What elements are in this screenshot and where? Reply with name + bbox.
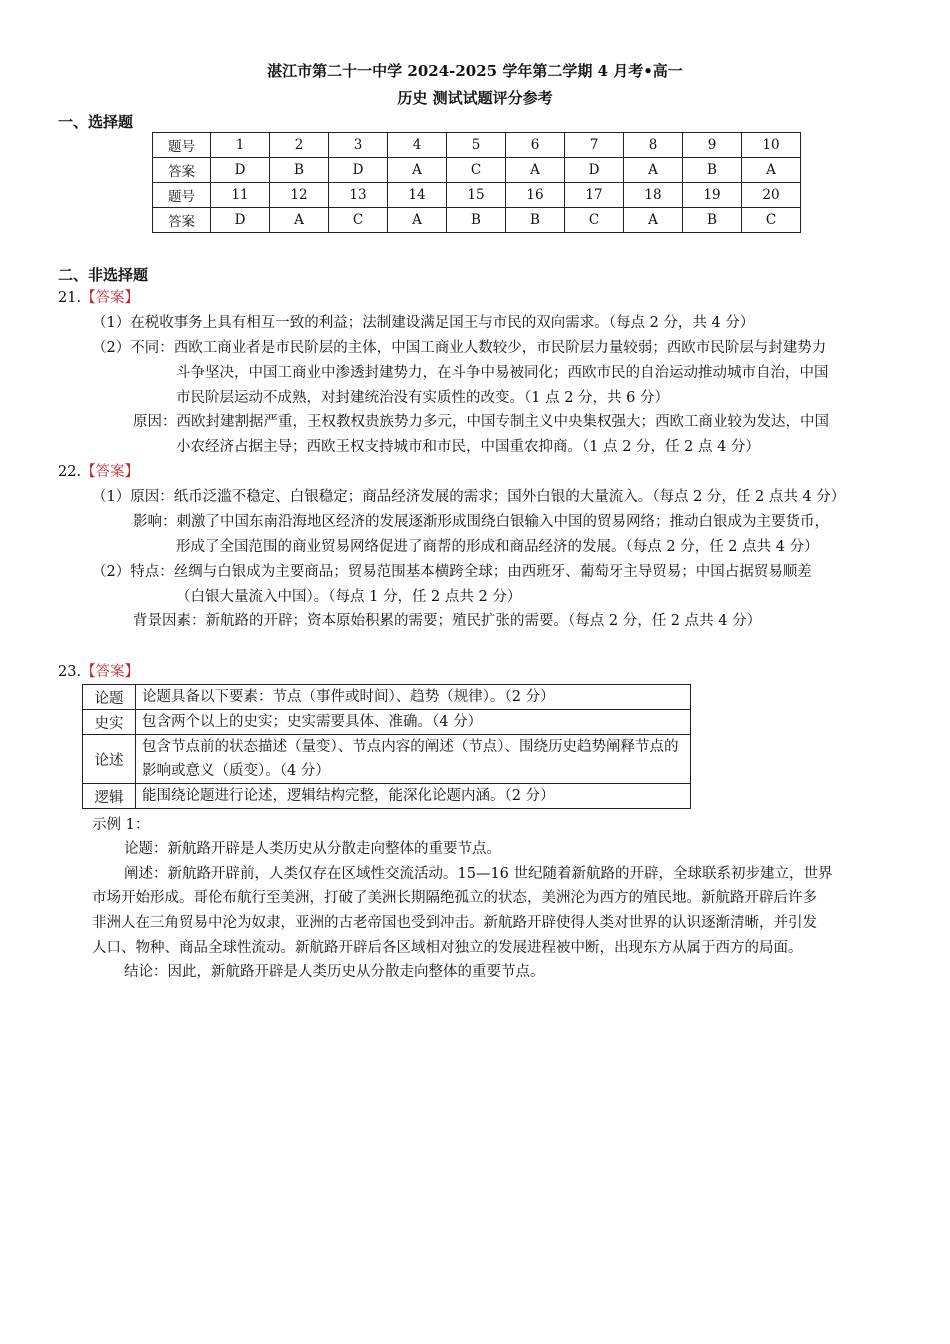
rubric-content: 论题具备以下要素：节点（事件或时间）、趋势（规律）。（2 分）	[136, 685, 691, 710]
question-22-header	[58, 460, 139, 485]
rubric-key: 史实	[83, 710, 136, 735]
answer-cell: B	[683, 208, 742, 233]
answer-cell: A	[270, 208, 329, 233]
question-21-header	[58, 286, 139, 311]
q22-effect-line1: 影响：刺激了中国东南沿海地区经济的发展逐渐形成围绕白银输入中国的贸易网络；推动白银成为主要货币，	[133, 514, 829, 530]
example-label: 示例 1：	[92, 817, 150, 833]
answer-cell: A	[742, 158, 801, 183]
answer-cell: D	[211, 208, 270, 233]
q21-part2-line3: 市民阶层运动不成熟，对封建统治没有实质性的改变。（1 点 2 分，共 6 分）	[176, 390, 669, 406]
row-label: 答案	[153, 158, 211, 183]
answer-cell: A	[624, 208, 683, 233]
question-number-cell: 10	[742, 133, 801, 158]
row-label: 题号	[153, 133, 211, 158]
answer-cell: B	[447, 208, 506, 233]
example-argument-line1: 阐述：新航路开辟前，人类仅存在区域性交流活动。15—16 世纪随着新航路的开辟，全球联系初步建立，世界	[124, 866, 833, 882]
answer-cell: D	[211, 158, 270, 183]
question-number-cell: 1	[211, 133, 270, 158]
example-argument-line3: 非洲人在三角贸易中沦为奴隶，亚洲的古老帝国也受到冲击。新航路开辟使得人类对世界的认识逐渐清晰，并引发	[92, 915, 817, 931]
question-number-cell: 7	[565, 133, 624, 158]
answer-tag: 【答案】	[81, 290, 140, 306]
question-number-cell: 19	[683, 183, 742, 208]
example-argument-line4: 人口、物种、商品全球性流动。新航路开辟后各区域相对独立的发展进程被中断，出现东方从属于西方的局面。	[92, 940, 803, 956]
q21-reason-line2: 小农经济占据主导；西欧王权支持城市和市民，中国重农抑商。（1 点 2 分，任 2 点 4 分）	[176, 439, 760, 455]
question-number-cell: 5	[447, 133, 506, 158]
table-row	[153, 133, 801, 158]
answer-cell: A	[624, 158, 683, 183]
answer-cell: B	[506, 208, 565, 233]
answer-cell: C	[447, 158, 506, 183]
question-number-cell: 15	[447, 183, 506, 208]
row-label: 题号	[153, 183, 211, 208]
question-number-cell: 8	[624, 133, 683, 158]
answer-cell: A	[506, 158, 565, 183]
example-conclusion: 结论：因此，新航路开辟是人类历史从分散走向整体的重要节点。	[124, 964, 545, 980]
answer-cell: D	[565, 158, 624, 183]
rubric-content: 包含两个以上的史实；史实需要具体、准确。（4 分）	[136, 710, 691, 735]
q22-part1: （1）原因：纸币泛滥不稳定、白银稳定；商品经济发展的需求；国外白银的大量流入。（每点 2 分，任 2 点共 4 分）	[92, 489, 846, 505]
answer-cell: A	[388, 208, 447, 233]
question-number: 21.	[58, 290, 82, 306]
q21-part2-line2: 斗争坚决，中国工商业中渗透封建势力，在斗争中易被同化；西欧市民的自治运动推动城市自治，中国	[176, 365, 829, 381]
page-subtitle: 历史 测试试题评分参考	[397, 89, 553, 107]
q22-background: 背景因素：新航路的开辟；资本原始积累的需要；殖民扩张的需要。（每点 2 分，任 2 点共 4 分）	[133, 613, 762, 629]
question-number: 22.	[58, 464, 82, 480]
q22-part2-line1: （2）特点：丝绸与白银成为主要商品；贸易范围基本横跨全球；由西班牙、葡萄牙主导贸易；中国占据贸易顺差	[92, 564, 812, 580]
answer-cell: A	[388, 158, 447, 183]
question-number-cell: 16	[506, 183, 565, 208]
table-row	[83, 784, 691, 809]
question-number-cell: 14	[388, 183, 447, 208]
answer-cell: B	[270, 158, 329, 183]
table-row	[83, 735, 691, 784]
rubric-table	[82, 684, 691, 809]
answer-cell: C	[742, 208, 801, 233]
table-row	[153, 158, 801, 183]
row-label: 答案	[153, 208, 211, 233]
section-heading-nonchoice: 二、非选择题	[58, 266, 149, 284]
answer-tag: 【答案】	[81, 464, 140, 480]
question-number-cell: 3	[329, 133, 388, 158]
question-number-cell: 12	[270, 183, 329, 208]
table-row	[83, 710, 691, 735]
question-number-cell: 4	[388, 133, 447, 158]
question-number-cell: 18	[624, 183, 683, 208]
page-title: 湛江市第二十一中学 2024-2025 学年第二学期 4 月考•高一	[267, 62, 683, 80]
question-number-cell: 2	[270, 133, 329, 158]
question-number-cell: 11	[211, 183, 270, 208]
question-23-header	[58, 660, 139, 685]
rubric-key: 论述	[83, 735, 136, 784]
answer-tag: 【答案】	[81, 664, 140, 680]
rubric-key: 论题	[83, 685, 136, 710]
q22-effect-line2: 形成了全国范围的商业贸易网络促进了商帮的形成和商品经济的发展。（每点 2 分，任 2 点共 4 分）	[176, 539, 819, 555]
example-thesis: 论题：新航路开辟是人类历史从分散走向整体的重要节点。	[124, 841, 501, 857]
question-number-cell: 20	[742, 183, 801, 208]
answer-table	[152, 132, 801, 233]
question-number-cell: 9	[683, 133, 742, 158]
q21-part2-line1: （2）不同：西欧工商业者是市民阶层的主体，中国工商业人数较少，市民阶层力量较弱；西欧市民阶层与封建势力	[92, 340, 827, 356]
answer-cell: B	[683, 158, 742, 183]
question-number-cell: 17	[565, 183, 624, 208]
rubric-content: 能围绕论题进行论述，逻辑结构完整，能深化论题内涵。（2 分）	[136, 784, 691, 809]
example-argument-line2: 市场开始形成。哥伦布航行至美洲，打破了美洲长期隔绝孤立的状态，美洲沦为西方的殖民地。新航路开辟后许多	[92, 890, 817, 906]
answer-cell: D	[329, 158, 388, 183]
table-row	[153, 183, 801, 208]
section-heading-choice: 一、选择题	[58, 113, 134, 131]
answer-cell: C	[329, 208, 388, 233]
q21-part1: （1）在税收事务上具有相互一致的利益；法制建设满足国王与市民的双向需求。（每点 2 分，共 4 分）	[92, 315, 755, 331]
question-number-cell: 6	[506, 133, 565, 158]
rubric-content: 包含节点前的状态描述（量变）、节点内容的阐述（节点）、围绕历史趋势阐释节点的影响或意义（质变）。（4 分）	[136, 735, 691, 784]
question-number-cell: 13	[329, 183, 388, 208]
answer-cell: C	[565, 208, 624, 233]
q21-reason-line1: 原因：西欧封建割据严重，王权教权贵族势力多元，中国专制主义中央集权强大；西欧工商业较为发达，中国	[133, 414, 829, 430]
table-row	[83, 685, 691, 710]
table-row	[153, 208, 801, 233]
question-number: 23.	[58, 664, 82, 680]
rubric-key: 逻辑	[83, 784, 136, 809]
q22-part2-line2: （白银大量流入中国）。（每点 1 分，任 2 点共 2 分）	[176, 589, 522, 605]
